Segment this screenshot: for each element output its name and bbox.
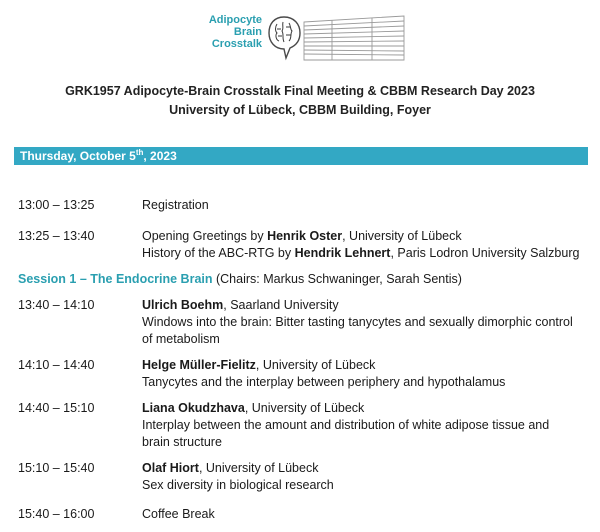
time-slot: 14:10 – 14:40 [18, 358, 95, 372]
affiliation: , Saarland University [223, 298, 339, 312]
talk-title-cont: brain structure [142, 435, 222, 449]
time-slot: 13:00 – 13:25 [18, 198, 95, 212]
time-slot: 15:40 – 16:00 [18, 507, 95, 521]
session-heading [18, 271, 462, 288]
session-name: Session 1 – The Endocrine Brain [18, 272, 213, 286]
talk-details [142, 460, 592, 494]
opening-line-1 [142, 228, 592, 245]
day-ordinal: th [135, 148, 144, 157]
affiliation: , Paris Lodron University Salzburg [390, 246, 580, 260]
brain-speech-bubble-icon [266, 14, 302, 62]
opening-line-2 [142, 245, 592, 262]
speaker-name: Liana Okudzhava [142, 401, 245, 415]
session-chairs: (Chairs: Markus Schwaninger, Sarah Sentis) [212, 272, 462, 286]
conference-venue: University of Lübeck, CBBM Building, Foyer [169, 103, 431, 117]
talk-details [142, 357, 592, 391]
time-slot: 13:25 – 13:40 [18, 229, 95, 243]
speaker-name: Olaf Hiort [142, 461, 199, 475]
day-header [14, 147, 588, 165]
item-label: Coffee Break [142, 507, 215, 521]
item-label: Registration [142, 198, 209, 212]
affiliation: , University of Lübeck [244, 401, 365, 415]
day-date: Thursday, October 5 [20, 149, 136, 163]
talk-title-cont: of metabolism [142, 332, 220, 346]
text: Opening Greetings by [142, 229, 268, 243]
talk-details [142, 400, 592, 451]
talk-title: Windows into the brain: Bitter tasting tanycytes and sexually dimorphic control [142, 315, 573, 329]
logo-line-1: Adipocyte [208, 14, 262, 26]
logo [196, 14, 406, 64]
logo-line-3: Crosstalk [211, 38, 262, 50]
day-year: , 2023 [143, 149, 177, 163]
speaker-name: Hendrik Lehnert [294, 246, 391, 260]
time-slot: 14:40 – 15:10 [18, 401, 95, 415]
time-slot: 13:40 – 14:10 [18, 298, 95, 312]
talk-title: Tanycytes and the interplay between periphery and hypothalamus [142, 375, 506, 389]
talk-title: Sex diversity in biological research [142, 478, 334, 492]
text: History of the ABC-RTG by [142, 246, 295, 260]
time-slot: 15:10 – 15:40 [18, 461, 95, 475]
talk-title: Interplay between the amount and distribution of white adipose tissue and [142, 418, 550, 432]
building-icon [302, 14, 406, 62]
talk-details [142, 297, 592, 348]
affiliation: , University of Lübeck [255, 358, 376, 372]
speaker-name: Ulrich Boehm [142, 298, 224, 312]
affiliation: , University of Lübeck [198, 461, 319, 475]
speaker-name: Helge Müller-Fielitz [142, 358, 256, 372]
speaker-name: Henrik Oster [267, 229, 343, 243]
item-description [142, 228, 592, 262]
conference-title: GRK1957 Adipocyte-Brain Crosstalk Final Meeting & CBBM Research Day 2023 [65, 84, 535, 98]
affiliation: , University of Lübeck [342, 229, 462, 243]
logo-line-2: Brain [233, 26, 262, 38]
logo-text [196, 14, 262, 50]
